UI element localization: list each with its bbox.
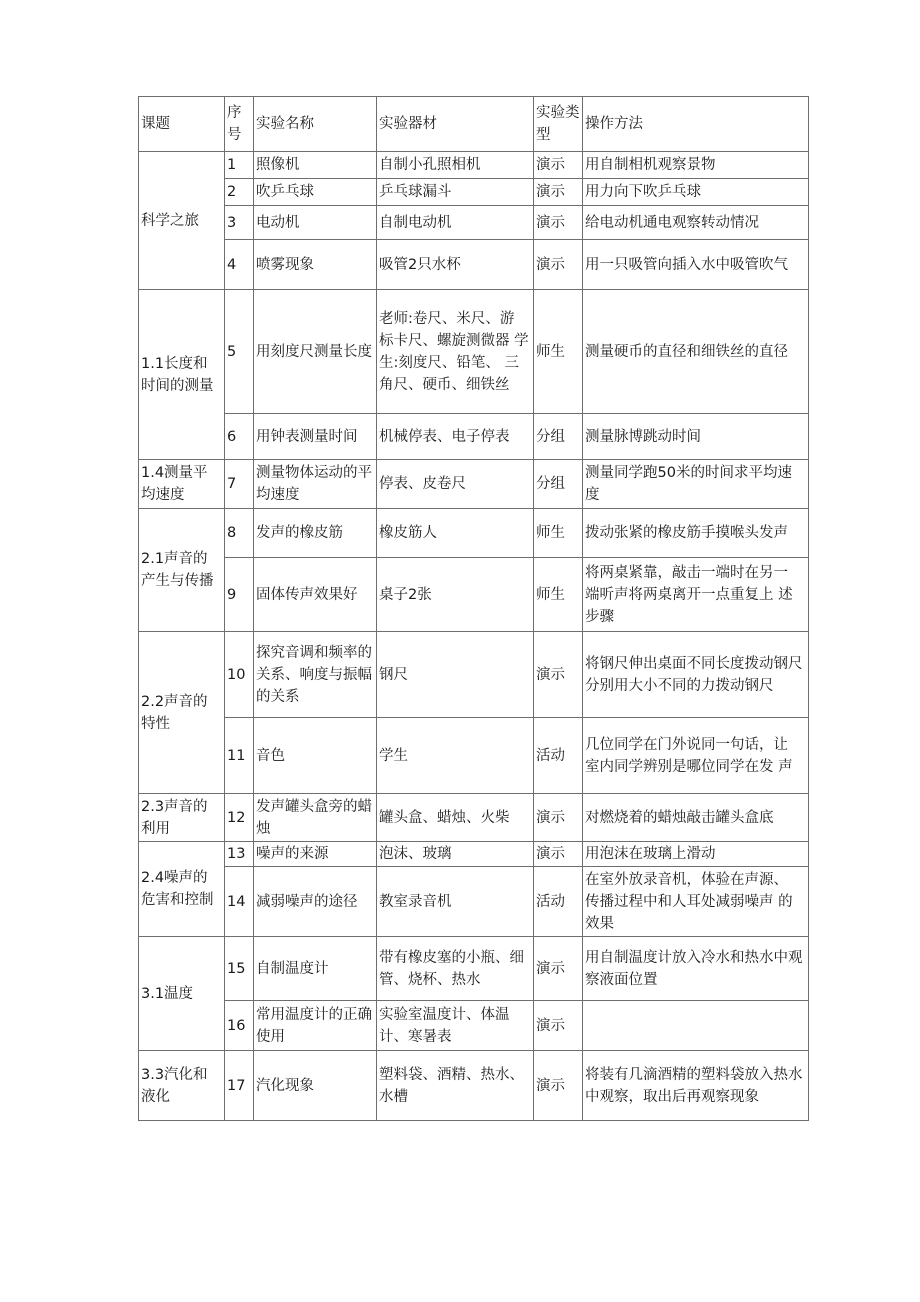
topic-cell: 2.2声音的特性 [139,632,225,794]
number-cell: 16 [225,1001,254,1051]
method-cell: 用泡沫在玻璃上滑动 [583,842,809,867]
header-topic: 课题 [139,97,225,152]
experiment-name-cell: 发声的橡皮筋 [254,509,377,558]
experiment-type-cell: 演示 [534,152,583,179]
table-row [139,718,809,794]
equipment-cell: 自制电动机 [377,206,534,240]
equipment-cell: 罐头盒、蜡烛、火柴 [377,794,534,842]
header-method: 操作方法 [583,97,809,152]
equipment-cell: 实验室温度计、体温计、寒暑表 [377,1001,534,1051]
experiment-type-cell: 演示 [534,1051,583,1121]
method-cell: 用自制温度计放入冷水和热水中观察液面位置 [583,937,809,1001]
experiment-name-cell: 电动机 [254,206,377,240]
experiment-type-cell: 师生 [534,509,583,558]
method-cell: 给电动机通电观察转动情况 [583,206,809,240]
number-cell: 13 [225,842,254,867]
experiment-type-cell: 分组 [534,460,583,509]
experiment-type-cell: 活动 [534,867,583,937]
topic-cell: 3.3汽化和液化 [139,1051,225,1121]
header-experiment-type: 实验类型 [534,97,583,152]
equipment-cell: 吸管2只水杯 [377,240,534,290]
table-row [139,290,809,414]
table-row [139,794,809,842]
method-cell: 在室外放录音机，体验在声源、 传播过程中和人耳处减弱噪声 的效果 [583,867,809,937]
method-cell: 测量同学跑50米的时间求平均速度 [583,460,809,509]
method-cell: 用一只吸管向插入水中吸管吹气 [583,240,809,290]
method-cell: 将装有几滴酒精的塑料袋放入热水中观察，取出后再观察现象 [583,1051,809,1121]
number-cell: 10 [225,632,254,718]
table-row [139,509,809,558]
method-cell: 将两桌紧靠，敲击一端时在另一 端听声将两桌离开一点重复上 述步骤 [583,558,809,632]
experiment-name-cell: 吹乒乓球 [254,179,377,206]
experiment-type-cell: 演示 [534,240,583,290]
topic-cell: 科学之旅 [139,152,225,290]
experiment-name-cell: 探究音调和频率的关系、响度与振幅的关系 [254,632,377,718]
experiment-name-cell: 减弱噪声的途径 [254,867,377,937]
number-cell: 6 [225,414,254,460]
equipment-cell: 塑料袋、酒精、热水、 水槽 [377,1051,534,1121]
topic-cell: 1.1长度和时间的测量 [139,290,225,460]
header-number: 序号 [225,97,254,152]
method-cell: 将钢尺伸出桌面不同长度拨动钢尺分别用大小不同的力拨动钢尺 [583,632,809,718]
table-row [139,1001,809,1051]
equipment-cell: 橡皮筋人 [377,509,534,558]
experiment-type-cell: 演示 [534,1001,583,1051]
topic-cell: 2.1声音的产生与传播 [139,509,225,632]
topic-cell: 2.3声音的利用 [139,794,225,842]
method-cell [583,1001,809,1051]
method-cell: 用自制相机观察景物 [583,152,809,179]
experiment-type-cell: 分组 [534,414,583,460]
experiment-type-cell: 师生 [534,558,583,632]
equipment-cell: 自制小孔照相机 [377,152,534,179]
experiment-name-cell: 噪声的来源 [254,842,377,867]
method-cell: 测量脉博跳动时间 [583,414,809,460]
header-experiment-name: 实验名称 [254,97,377,152]
number-cell: 8 [225,509,254,558]
experiment-type-cell: 师生 [534,290,583,414]
table-row [139,414,809,460]
equipment-cell: 停表、皮卷尺 [377,460,534,509]
number-cell: 17 [225,1051,254,1121]
equipment-cell: 乒乓球漏斗 [377,179,534,206]
table-row [139,206,809,240]
equipment-cell: 泡沫、玻璃 [377,842,534,867]
equipment-cell: 机械停表、电子停表 [377,414,534,460]
experiment-name-cell: 自制温度计 [254,937,377,1001]
experiment-type-cell: 演示 [534,206,583,240]
equipment-cell: 教室录音机 [377,867,534,937]
number-cell: 7 [225,460,254,509]
number-cell: 14 [225,867,254,937]
number-cell: 15 [225,937,254,1001]
number-cell: 11 [225,718,254,794]
experiment-table [138,96,809,1121]
table-row [139,1051,809,1121]
experiment-name-cell: 用刻度尺测量长度 [254,290,377,414]
table-row [139,867,809,937]
header-row [139,97,809,152]
number-cell: 4 [225,240,254,290]
number-cell: 5 [225,290,254,414]
experiment-type-cell: 演示 [534,794,583,842]
equipment-cell: 钢尺 [377,632,534,718]
topic-cell: 1.4测量平均速度 [139,460,225,509]
number-cell: 12 [225,794,254,842]
table-row [139,558,809,632]
experiment-name-cell: 喷雾现象 [254,240,377,290]
method-cell: 拨动张紧的橡皮筋手摸喉头发声 [583,509,809,558]
method-cell: 用力向下吹乒乓球 [583,179,809,206]
equipment-cell: 学生 [377,718,534,794]
experiment-name-cell: 音色 [254,718,377,794]
equipment-cell: 老师:卷尺、米尺、游 标卡尺、螺旋测微器 学生:刻度尺、铅笔、 三角尺、硬币、细铁丝 [377,290,534,414]
table-row [139,632,809,718]
number-cell: 1 [225,152,254,179]
topic-cell: 3.1温度 [139,937,225,1051]
experiment-name-cell: 发声罐头盒旁的蜡烛 [254,794,377,842]
table-body [139,97,809,1121]
table-row [139,842,809,867]
number-cell: 9 [225,558,254,632]
table-row [139,179,809,206]
experiment-name-cell: 用钟表测量时间 [254,414,377,460]
experiment-type-cell: 活动 [534,718,583,794]
experiment-type-cell: 演示 [534,632,583,718]
number-cell: 2 [225,179,254,206]
experiment-type-cell: 演示 [534,842,583,867]
table-row [139,240,809,290]
experiment-name-cell: 汽化现象 [254,1051,377,1121]
method-cell: 测量硬币的直径和细铁丝的直径 [583,290,809,414]
table-row [139,937,809,1001]
experiment-type-cell: 演示 [534,179,583,206]
experiment-name-cell: 常用温度计的正确使用 [254,1001,377,1051]
experiment-name-cell: 照像机 [254,152,377,179]
equipment-cell: 桌子2张 [377,558,534,632]
experiment-name-cell: 固体传声效果好 [254,558,377,632]
equipment-cell: 带有橡皮塞的小瓶、细 管、烧杯、热水 [377,937,534,1001]
method-cell: 对燃烧着的蜡烛敲击罐头盒底 [583,794,809,842]
table-row [139,460,809,509]
header-equipment: 实验器材 [377,97,534,152]
method-cell: 几位同学在门外说同一句话，让 室内同学辨别是哪位同学在发 声 [583,718,809,794]
experiment-type-cell: 演示 [534,937,583,1001]
number-cell: 3 [225,206,254,240]
experiment-name-cell: 测量物体运动的平均速度 [254,460,377,509]
table-row [139,152,809,179]
topic-cell: 2.4噪声的危害和控制 [139,842,225,937]
